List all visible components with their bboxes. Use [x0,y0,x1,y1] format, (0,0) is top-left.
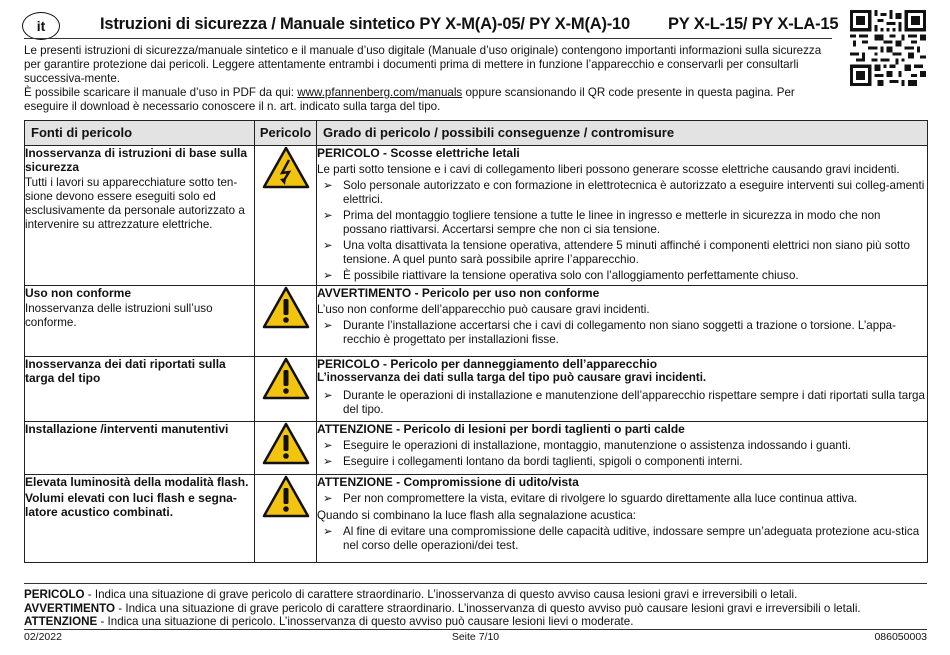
column-header-source: Fonti di pericolo [25,121,255,146]
arrow-bullet-icon: ➢ [323,389,333,402]
hazard-symbol-cell [255,286,317,357]
qr-code-icon[interactable] [850,10,926,86]
caution-heading: ATTENZIONE - Pericolo di lesioni per bordi taglienti o parti calde [317,422,685,436]
list-item: ➢ Eseguire le operazioni di installazione, montaggio, manutenzione o assistenza indossando i guanti. [323,439,851,452]
arrow-bullet-icon: ➢ [323,455,333,468]
hazard-source [25,286,255,357]
hazard-source-title-secondary: Volumi elevati con luci flash e segna-latore acustico combinati. [25,491,237,519]
hazard-grade [317,422,928,475]
hazard-source [25,422,255,475]
footer-divider [24,629,927,630]
legend-item: AVVERTIMENTO - Indica una situazione di grave pericolo di carattere straordinario. L’inosservanza di questo avviso può causare lesioni gravi e irreversibili o letali. [24,601,861,615]
hazard-grade [317,286,928,357]
list-item: ➢ Solo personale autorizzato e con formazione in elettrotecnica è autorizzato a eseguire interventi sui colleg-amenti elettrici. [323,179,925,206]
column-header-symbol: Pericolo [255,121,317,146]
hazard-source [25,146,255,286]
list-item: ➢ Per non compromettere la vista, evitare di rivolgere lo sguardo direttamente alla luce continua attiva. [323,492,858,505]
table-row [25,146,928,286]
warning-icon [262,475,310,518]
countermeasure-list [317,389,927,417]
hazard-grade [317,475,928,563]
list-item: ➢ Una volta disattivata la tensione operativa, attendere 5 minuti affinché i componenti elettrici non siano più sotto tensione. A quel punto sarà possibile aprire l’apparecchio. [323,239,910,266]
hazard-condition: Quando si combinano la luce flash alla segnalazione acustica: [317,509,637,522]
countermeasure-list [317,179,927,283]
model-list: PY X-L-15/ PY X-LA-15 [668,15,839,33]
hazard-consequence: L’inosservanza dei dati sulla targa del tipo può causare gravi incidenti. [317,371,707,384]
table-row [25,475,928,563]
footer-date: 02/2022 [24,631,62,643]
table-header-row [25,121,928,146]
list-item: ➢ Eseguire i collegamenti lontano da bordi taglienti, spigoli o componenti interni. [323,455,743,468]
download-paragraph: È possibile scaricare il manuale d’uso in PDF da qui: www.pfannenberg.com/manuals oppure scansionando il QR code presente in questa pagina. Per eseguire il download è necessario conoscere il n. art. indicato sulla targa del tipo. [24,86,795,113]
hazard-symbol-cell [255,475,317,563]
arrow-bullet-icon: ➢ [323,239,333,252]
list-item: ➢ Durante le operazioni di installazione e manutenzione dell’apparecchio rispettare sempre i dati riportati sulla targa del tipo. [323,389,925,416]
hazard-table [24,120,928,563]
hazard-source-title: Installazione /interventi manutentivi [25,422,229,436]
list-item: ➢ Prima del montaggio togliere tensione a tutte le linee in ingresso e metterle in sicurezza in modo che non possano riattivarsi. Accertarsi sempre che non ci sia tensione. [323,209,881,236]
arrow-bullet-icon: ➢ [323,492,333,505]
arrow-bullet-icon: ➢ [323,209,333,222]
header-divider [24,38,832,39]
hazard-source [25,475,255,563]
document-title: Istruzioni di sicurezza / Manuale sintetico PY X-M(A)-05/ PY X-M(A)-10 [100,15,630,33]
hazard-consequence: Le parti sotto tensione e i cavi di collegamento liberi possono generare scosse elettriche causando gravi incidenti. [317,163,900,176]
footer-doc-number: 086050003 [874,631,927,643]
warning-icon [262,422,310,465]
arrow-bullet-icon: ➢ [323,439,333,452]
hazard-source-title: Inosservanza dei dati riportati sulla targa del tipo [25,357,226,385]
hazard-grade [317,357,928,422]
hazard-symbol-cell [255,357,317,422]
hazard-source-description: Inosservanza delle istruzioni sull’uso conforme. [25,302,213,329]
legend-item: PERICOLO - Indica una situazione di grave pericolo di carattere straordinario. L’inosservanza di questo avviso causa lesioni gravi e irreversibili o letali. [24,588,798,601]
hazard-source-description: Tutti i lavori su apparecchiature sotto ten-sione devono essere eseguiti solo ed esclusivamente da personale autorizzato a intervenire su attrezzature elettriche. [25,176,245,231]
arrow-bullet-icon: ➢ [323,269,333,282]
hazard-consequence: L’uso non conforme dell’apparecchio può causare gravi incidenti. [317,303,650,316]
hazard-grade [317,146,928,286]
list-item: ➢ Durante l’installazione accertarsi che i cavi di collegamento non siano soggetti a trazione o torsione. L’appa-recchio è progettato per installazioni fisse. [323,319,896,346]
arrow-bullet-icon: ➢ [323,179,333,192]
arrow-bullet-icon: ➢ [323,319,333,332]
manuals-link[interactable]: www.pfannenberg.com/manuals [297,86,463,99]
electric-hazard-icon [262,146,310,189]
countermeasure-list [317,439,927,469]
arrow-bullet-icon: ➢ [323,525,333,538]
countermeasure-list [317,525,927,553]
legend-item: ATTENZIONE - Indica una situazione di pericolo. L’inosservanza di questo avviso può causare lesioni lievi o moderate. [24,615,634,628]
list-item: ➢ Al fine di evitare una compromissione delle capacità uditive, indossare sempre un’adeguata protezione acu-stica nel corso delle operazioni/dei test. [323,525,920,552]
warning-icon [262,357,310,400]
column-header-grade: Grado di pericolo / possibili conseguenze / contromisure [317,121,928,146]
hazard-symbol-cell [255,146,317,286]
hazard-symbol-cell [255,422,317,475]
countermeasure-list [317,492,927,506]
hazard-source-title: Uso non conforme [25,286,132,300]
hazard-source [25,357,255,422]
intro-paragraph: Le presenti istruzioni di sicurezza/manuale sintetico e il manuale d’uso digitale (Manuale d’uso originale) contengono importanti informazioni sulla sicurezza per garantire protezione dai pericoli. Leggere attentamente entrambi i documenti prima di mettere in funzione l’apparecchio e conservarli per consultarli successiva-mente. [24,44,822,85]
danger-heading: PERICOLO - Pericolo per danneggiamento dell’apparecchio [317,357,658,371]
table-row [25,422,928,475]
danger-heading: PERICOLO - Scosse elettriche letali [317,146,520,160]
table-row [25,286,928,357]
table-row [25,357,928,422]
legend-divider [24,583,927,584]
hazard-source-title: Inosservanza di istruzioni di base sulla sicurezza [25,146,248,174]
caution-heading: ATTENZIONE - Compromissione di udito/vista [317,475,579,489]
intro-text [24,44,832,114]
hazard-source-title: Elevata luminosità della modalità flash. [25,475,249,489]
footer-page-number: Seite 7/10 [451,631,500,643]
countermeasure-list [317,319,927,347]
warning-icon [262,286,310,329]
language-badge: it [22,12,60,40]
list-item: ➢ È possibile riattivare la tensione operativa solo con l’alloggiamento perfettamente chiuso. [323,269,799,282]
warning-heading: AVVERTIMENTO - Pericolo per uso non conforme [317,286,600,300]
signal-word-legend [24,588,927,629]
